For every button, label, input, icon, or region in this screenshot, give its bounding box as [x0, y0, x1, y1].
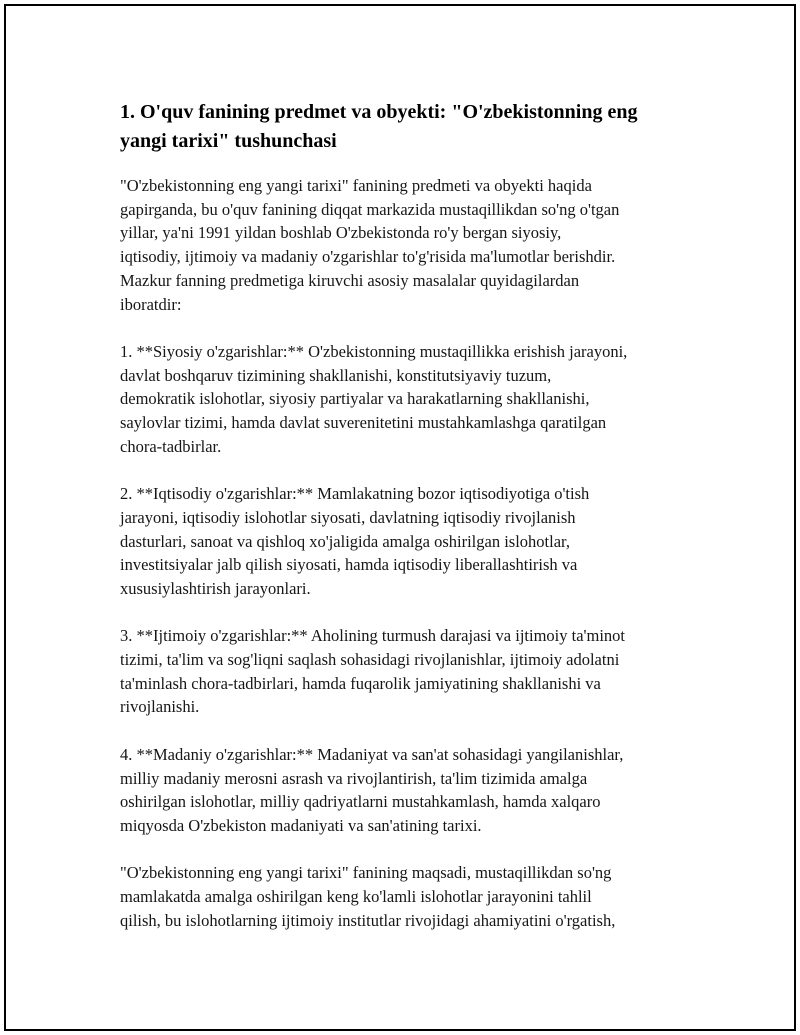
list-item-political [120, 340, 700, 459]
document-content [120, 98, 700, 932]
text-line: iboratdir: [120, 294, 182, 314]
text-line: chora-tadbirlar. [120, 436, 222, 456]
text-line: xususiylashtirish jarayonlari. [120, 578, 311, 598]
text-line: Mazkur fanning predmetiga kiruvchi asosiy masalalar quyidagilardan [120, 270, 580, 290]
text-line: mamlakatda amalga oshirilgan keng ko'lamli islohotlar jarayonini tahlil [120, 887, 592, 907]
text-line: "O'zbekistonning eng yangi tarixi" fanining maqsadi, mustaqillikdan so'ng [120, 863, 612, 883]
text-line: "O'zbekistonning eng yangi tarixi" fanining predmeti va obyekti haqida [120, 176, 592, 195]
text-line: 3. **Ijtimoiy o'zgarishlar:** Aholining turmush darajasi va ijtimoiy ta'minot [120, 626, 626, 646]
text-line: rivojlanishi. [120, 697, 200, 717]
text-line: iqtisodiy, ijtimoiy va madaniy o'zgarishlar to'g'risida ma'lumotlar berishdir. [120, 247, 616, 267]
text-line: yillar, ya'ni 1991 yildan boshlab O'zbekistonda ro'y bergan siyosiy, [120, 223, 562, 243]
text-line: davlat boshqaruv tizimining shakllanishi, konstitutsiyaviy tuzum, [120, 365, 552, 385]
text-line: ta'minlash chora-tadbirlari, hamda fuqarolik jamiyatining shakllanishi va [120, 673, 601, 693]
text-line: qilish, bu islohotlarning ijtimoiy institutlar rivojidagi ahamiyatini o'rgatish, [120, 910, 616, 930]
closing-paragraph [120, 861, 700, 932]
list-item-social [120, 624, 700, 719]
text-line: jarayoni, iqtisodiy islohotlar siyosati, davlatning iqtisodiy rivojlanish [120, 507, 576, 527]
text-line: 4. **Madaniy o'zgarishlar:** Madaniyat va san'at sohasidagi yangilanishlar, [120, 744, 624, 764]
heading-line: yangi tarixi" tushunchasi [120, 130, 337, 152]
list-item-cultural [120, 743, 700, 838]
heading-line: 1. O'quv fanining predmet va obyekti: "O'zbekistonning eng [120, 101, 638, 123]
section-heading [120, 98, 700, 156]
text-line: oshirilgan islohotlar, milliy qadriyatlarni mustahkamlash, hamda xalqaro [120, 792, 601, 812]
intro-paragraph [120, 174, 700, 316]
text-line: dasturlari, sanoat va qishloq xo'jaligida amalga oshirilgan islohotlar, [120, 531, 571, 551]
text-line: 2. **Iqtisodiy o'zgarishlar:** Mamlakatning bozor iqtisodiyotiga o'tish [120, 484, 590, 504]
document-page [4, 4, 796, 1031]
text-line: gapirganda, bu o'quv fanining diqqat markazida mustaqillikdan so'ng o'tgan [120, 199, 620, 219]
list-item-economic [120, 482, 700, 601]
text-line: milliy madaniy merosni asrash va rivojlantirish, ta'lim tizimida amalga [120, 768, 588, 788]
text-line: demokratik islohotlar, siyosiy partiyalar va harakatlarning shakllanishi, [120, 389, 590, 409]
text-line: tizimi, ta'lim va sog'liqni saqlash sohasidagi rivojlanishlar, ijtimoiy adolatni [120, 650, 620, 670]
text-line: investitsiyalar jalb qilish siyosati, hamda iqtisodiy liberallashtirish va [120, 555, 578, 575]
text-line: miqyosda O'zbekiston madaniyati va san'atining tarixi. [120, 815, 482, 835]
text-line: saylovlar tizimi, hamda davlat suverenitetini mustahkamlashga qaratilgan [120, 413, 607, 433]
text-line: 1. **Siyosiy o'zgarishlar:** O'zbekistonning mustaqillikka erishish jarayoni, [120, 341, 628, 361]
